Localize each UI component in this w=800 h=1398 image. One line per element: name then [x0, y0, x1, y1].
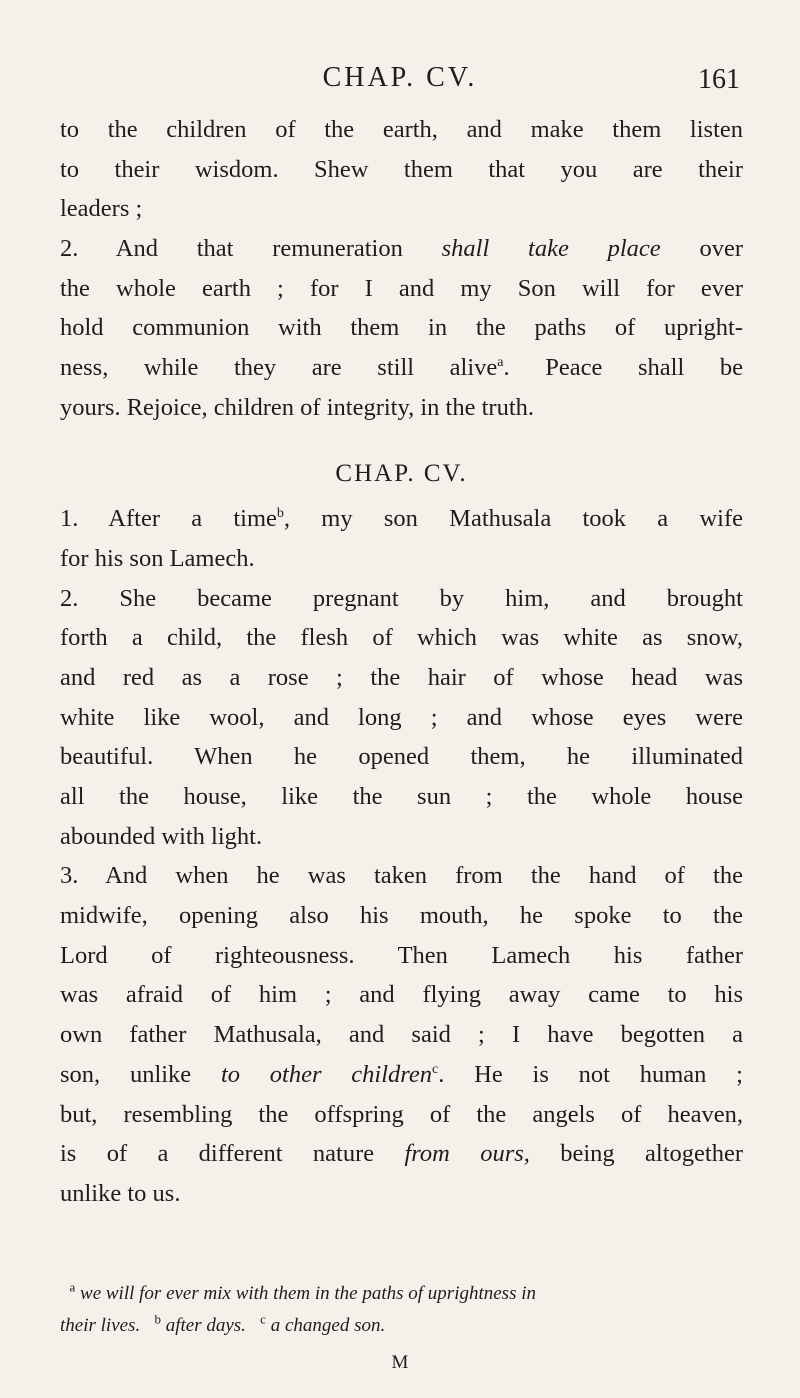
- text-line: [60, 229, 743, 269]
- text-line: all the house, like the sun ; the whole house: [60, 783, 743, 810]
- text-line: but, resembling the offspring of the angels of heaven,: [60, 1100, 743, 1128]
- italic-phrase: shall take place: [441, 235, 661, 263]
- text-line: the whole earth ; for I and my Son will for ever: [60, 274, 743, 302]
- footnote-mark: b: [154, 1311, 161, 1327]
- body-text: [60, 110, 743, 1214]
- text-line: abounded with light.: [60, 822, 263, 850]
- text-line: and red as a rose ; the hair of whose head was: [60, 663, 743, 691]
- text-span: , my son Mathusala took a wife: [283, 505, 743, 533]
- footnote-mark: c: [260, 1311, 266, 1327]
- text-line: [60, 1055, 743, 1095]
- signature-mark: M: [391, 1352, 409, 1373]
- text-line: Lord of righteousness. Then Lamech his father: [60, 941, 743, 969]
- text-line: hold communion with them in the paths of upright-: [60, 314, 743, 342]
- footnote-text: a changed son.: [265, 1315, 386, 1336]
- text-line: 2. She became pregnant by him, and brought: [60, 584, 743, 612]
- text-line: own father Mathusala, and said ; I have begotten a: [60, 1021, 743, 1049]
- text-line: to the children of the earth, and make them listen: [60, 116, 743, 143]
- running-head: [0, 62, 800, 102]
- page-number: 161: [698, 64, 740, 95]
- text-line: was afraid of him ; and flying away came to his: [60, 981, 743, 1009]
- running-title: CHAP. CV.: [322, 62, 478, 93]
- text-span: is of a different nature: [60, 1140, 405, 1168]
- text-span: . Peace shall be: [503, 354, 743, 382]
- italic-phrase: from ours,: [404, 1140, 530, 1168]
- text-line: unlike to us.: [60, 1179, 181, 1207]
- footnote-a: [60, 1278, 743, 1310]
- text-line: [60, 499, 743, 539]
- text-line: white like wool, and long ; and whose eyes were: [60, 703, 743, 731]
- text-line: forth a child, the flesh of which was white as snow,: [60, 624, 743, 652]
- text-span: being altogether: [529, 1140, 743, 1168]
- text-line: 3. And when he was taken from the hand of the: [60, 862, 743, 890]
- footnote-text: after days.: [160, 1315, 246, 1336]
- footnote-mark: a: [69, 1279, 76, 1295]
- text-span: . He is not human ;: [438, 1060, 743, 1088]
- text-line: leaders ;: [60, 195, 143, 223]
- footnote-text: we will for ever mix with them in the paths of uprightness in: [75, 1283, 537, 1304]
- text-line: yours. Rejoice, children of integrity, in the truth.: [60, 393, 535, 421]
- text-span: 1. After a time: [60, 505, 277, 533]
- text-span: ness, while they are still alive: [60, 354, 498, 382]
- footnote-ref: c: [432, 1061, 439, 1077]
- text-span: son, unlike: [60, 1060, 221, 1088]
- text-line: midwife, opening also his mouth, he spoke to the: [60, 902, 743, 930]
- text-line: beautiful. When he opened them, he illuminated: [60, 743, 743, 771]
- italic-phrase: to other children: [220, 1060, 433, 1088]
- footnote-ref: a: [497, 354, 504, 370]
- text-line: [60, 1134, 743, 1174]
- text-line: to their wisdom. Shew them that you are their: [60, 155, 743, 183]
- text-span: 2. And that remuneration: [60, 235, 442, 263]
- footnote-line: [60, 1310, 743, 1342]
- footnote-ref: b: [276, 506, 284, 522]
- chapter-heading: CHAP. CV.: [335, 459, 468, 487]
- text-span: over: [660, 235, 743, 263]
- text-line: for his son Lamech.: [60, 544, 255, 572]
- text-line: [60, 348, 743, 388]
- footnotes: [60, 1278, 743, 1342]
- footnote-text: their lives.: [60, 1315, 141, 1336]
